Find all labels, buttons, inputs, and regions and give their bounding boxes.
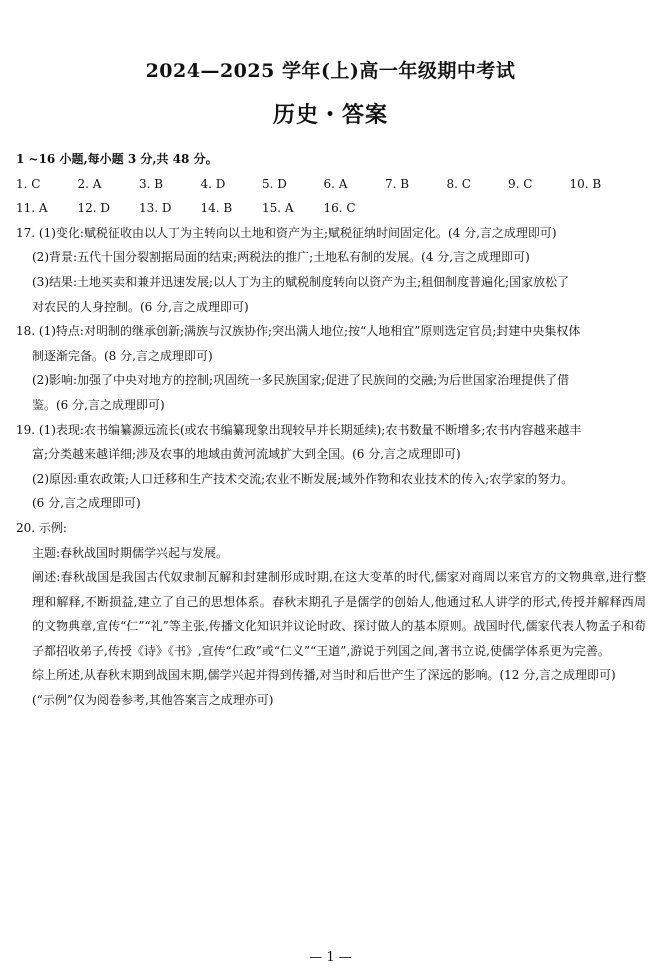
q20-conclusion: 综上所述,从春秋末期到战国末期,儒学兴起并得到传播,对当时和后世产生了深远的影响。(12 分,言之成理即可) <box>32 668 616 683</box>
q18-part1-line2: 制逐渐完备。(8 分,言之成理即可) <box>32 348 213 363</box>
q17-part3-line1: (3)结果:土地买卖和兼并迅速发展;以人丁为主的赋税制度转向以资产为主;租佃制度普遍化;国家放松了 <box>32 274 570 289</box>
q19-part2-line1: (2)原因:重农政策;人口迁移和生产技术交流;农业不断发展;域外作物和农业技术的传入;农学家的努力。 <box>32 471 574 486</box>
exam-subtitle: 历史・答案 <box>272 102 388 128</box>
mc-answer: 7. B <box>385 176 410 191</box>
mc-answer: 16. C <box>323 201 356 216</box>
mc-answer: 13. D <box>139 201 172 216</box>
answer-content <box>16 147 646 713</box>
exam-title: 2024—2025 学年(上)高一年级期中考试 <box>145 60 516 82</box>
page-number: — 1 — <box>309 950 352 965</box>
q18-part1-line1: 18. (1)特点:对明制的继承创新;满族与汉族协作;突出满人地位;按“人地相宜”原则选定官员;封建中央集权体 <box>16 324 581 339</box>
mc-answer: 8. C <box>446 176 471 191</box>
q19-part1-line1: 19. (1)表现:农书编纂源远流长(或农书编纂现象出现较早并长期延续);农书数量不断增多;农书内容越来越丰 <box>16 422 582 437</box>
mc-row-1 <box>16 172 646 197</box>
q20-theme: 主题:春秋战国时期儒学兴起与发展。 <box>32 545 229 560</box>
q20-note: (“示例”仅为阅卷参考,其他答案言之成理亦可) <box>32 693 274 708</box>
mc-answer: 1. C <box>16 176 41 191</box>
mc-answer: 4. D <box>200 176 226 191</box>
mc-answer: 5. D <box>262 176 287 191</box>
mc-answer: 14. B <box>200 201 233 216</box>
mc-answer: 15. A <box>262 201 294 216</box>
q20-label: 20. 示例: <box>16 520 67 535</box>
mc-answer: 3. B <box>139 176 164 191</box>
mc-answer: 2. A <box>77 176 102 191</box>
mc-answer: 9. C <box>508 176 533 191</box>
q19-part1-line2: 富;分类越来越详细;涉及农事的地域由黄河流域扩大到全国。(6 分,言之成理即可) <box>32 447 461 462</box>
mc-answer: 11. A <box>16 201 48 216</box>
q17-part1: 17. (1)变化:赋税征收由以人丁为主转向以土地和资产为主;赋税征纳时间固定化。(4 分,言之成理即可) <box>16 225 557 240</box>
mc-row-2 <box>16 196 646 221</box>
q20-elaboration: 阐述:春秋战国是我国古代奴隶制瓦解和封建制形成时期,在这大变革的时代,儒家对商周以来官方的文物典章,进行整理和解释,不断损益,建立了自己的思想体系。春秋末期孔子是儒学的创始人,他通过私人讲学的形式,传授并解释西周的文物典章,宣传“仁”“礼”等主张,传播文化知识并议论时政、探讨做人的基本原则。战国时代,儒家代表人物孟子和荀子都招收弟子,传授《诗》《书》,宣传“仁政”或“仁义”“王道”,游说于列国之间,著书立说,使儒学体系更为完善。 <box>32 570 646 658</box>
q18-part2-line1: (2)影响:加强了中央对地方的控制;巩固统一多民族国家;促进了民族间的交融;为后世国家治理提供了借 <box>32 373 570 388</box>
q18-part2-line2: 鉴。(6 分,言之成理即可) <box>32 397 165 412</box>
mc-intro: 1 ~16 小题,每小题 3 分,共 48 分。 <box>16 152 218 166</box>
q17-part2: (2)背景:五代十国分裂割据局面的结束;两税法的推广;土地私有制的发展。(4 分,言之成理即可) <box>32 250 530 265</box>
q17-part3-line2: 对农民的人身控制。(6 分,言之成理即可) <box>32 299 249 314</box>
mc-answer: 6. A <box>323 176 348 191</box>
mc-answer: 12. D <box>77 201 111 216</box>
mc-answer: 10. B <box>569 176 602 191</box>
q19-part2-line2: (6 分,言之成理即可) <box>32 496 141 511</box>
